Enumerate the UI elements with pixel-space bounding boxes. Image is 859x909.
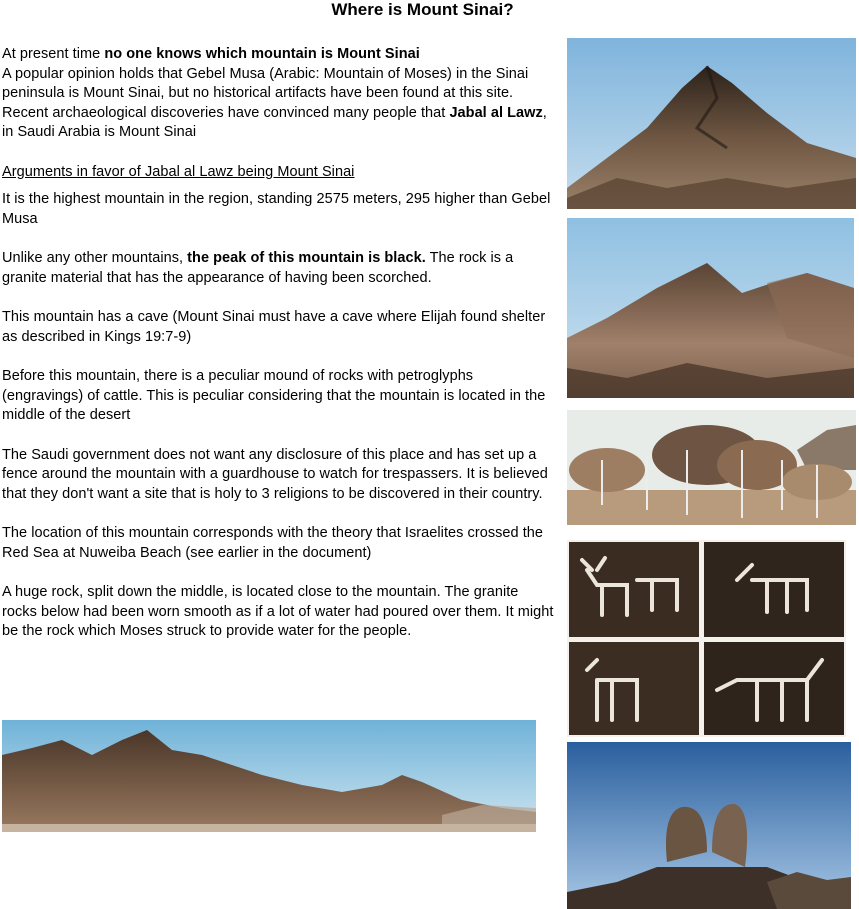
intro-line	[2, 45, 557, 65]
document-body	[2, 45, 557, 642]
argument-height: It is the highest mountain in the region, standing 2575 meters, 295 higher than Gebel Musa	[2, 191, 551, 227]
argument-red-sea: The location of this mountain corresponds with the theory that Israelites crossed the Red Sea at Nuweiba Beach (see earlier in the document)	[2, 525, 544, 561]
intro-paragraph-3	[2, 104, 557, 143]
argument-mound: Before this mountain, there is a peculiar mound of rocks with petroglyphs (engravings) of cattle. This is peculiar considering that the mountain is located in the middle of the desert	[2, 368, 546, 423]
mountain-side-photo	[567, 218, 854, 398]
argument-black-text-end: The rock is a granite material that has the appearance of having been scorched.	[2, 250, 514, 286]
petroglyph-collage	[567, 540, 846, 737]
petroglyph-mound-photo	[567, 410, 856, 525]
mountain-peak-photo	[567, 38, 856, 209]
intro-text-3: Recent archaeological discoveries have convinced many people that	[2, 104, 450, 121]
page-title: Where is Mount Sinai?	[331, 0, 514, 19]
intro-emphasis: no one knows which mountain is Mount Sinai	[104, 46, 420, 62]
argument-split-rock: A huge rock, split down the middle, is located close to the mountain. The granite rocks below had been worn smooth as if a lot of water had poured over them. It might be the rock which Moses struck to provide water for the people.	[2, 584, 554, 639]
jabal-al-lawz-emphasis: Jabal al Lawz	[449, 104, 543, 121]
argument-saudi: The Saudi government does not want any disclosure of this place and has set up a fence around the mountain with a guardhouse to watch for trespassers. It is believed that they don't want a site that is holy to 3 religions to be discovered in their country.	[2, 446, 548, 502]
intro-text: At present time	[2, 46, 105, 62]
argument-black-text: Unlike any other mountains,	[2, 250, 188, 266]
argument-black-emphasis: the peak of this mountain is black.	[187, 250, 426, 266]
arguments-heading: Arguments in favor of Jabal al Lawz being Mount Sinai	[2, 163, 355, 180]
mountain-range-panorama	[2, 720, 536, 832]
intro-paragraph-2: A popular opinion holds that Gebel Musa (Arabic: Mountain of Moses) in the Sinai peninsula is Mount Sinai, but no historical artifacts have been found at this site.	[2, 65, 529, 101]
argument-cave: This mountain has a cave (Mount Sinai must have a cave where Elijah found shelter as described in Kings 19:7-9)	[2, 309, 546, 345]
intro-text-3-end: , in Saudi Arabia is Mount Sinai	[2, 104, 547, 140]
argument-black-peak	[2, 249, 557, 288]
split-rock-photo	[567, 742, 851, 909]
